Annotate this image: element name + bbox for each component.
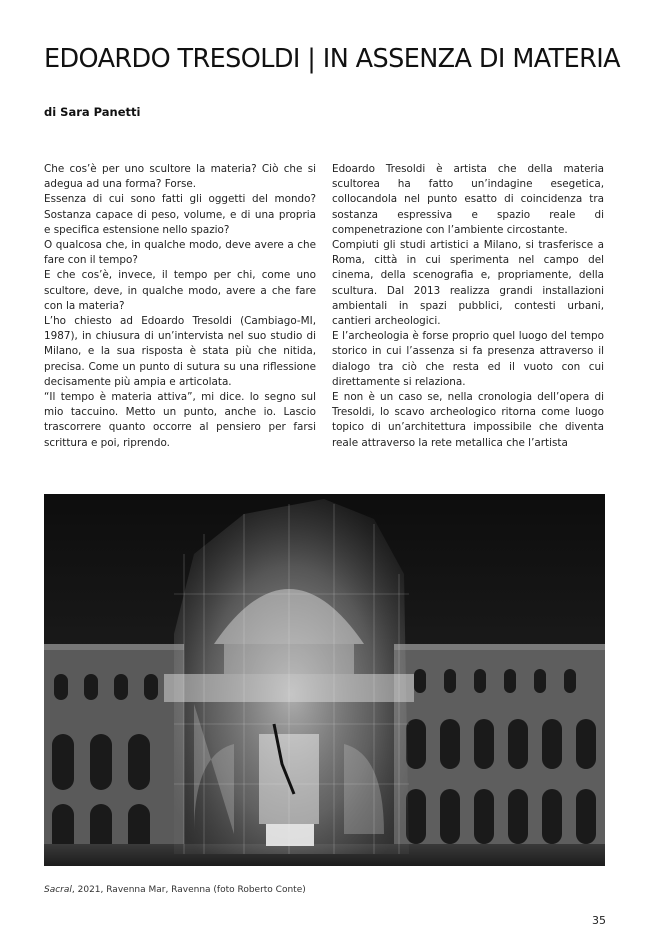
photo-caption: [44, 885, 306, 895]
paragraph: Edoardo Tresoldi è artista che della materia scultorea ha fatto un’indagine esegetica, collocandola nel punto esatto di coincidenza tra sostanza espressiva e spazio reale di compenetrazione con l’ambiente circostante.: [332, 163, 604, 236]
sculpture-photo-illustration: [44, 494, 605, 866]
right-text-column: [332, 162, 604, 451]
paragraph: Compiuti gli studi artistici a Milano, si trasferisce a Roma, città in cui sperimenta nel campo del cinema, della scenografia e, propriamente, della scultura. Dal 2013 realizza grandi installazioni ambientali in spazi pubblici, contesti urbani, cantieri archeologici.: [332, 239, 604, 328]
right-cloister-building: [394, 644, 605, 856]
installation-photo: [44, 494, 605, 866]
paragraph: E l’archeologia è forse proprio quel luogo del tempo storico in cui l’assenza si fa presenza attraverso il dialogo tra ciò che resta ed il vuoto con cui direttamente si relaziona.: [332, 330, 604, 388]
left-cloister-building: [44, 644, 184, 856]
caption-details: , 2021, Ravenna Mar, Ravenna (foto Roberto Conte): [71, 885, 306, 895]
article-author: di Sara Panetti: [44, 105, 141, 119]
paragraph: “Il tempo è materia attiva”, mi dice. lo segno sul mio taccuino. Metto un punto, anche io. Lascio trascorrere quanto occorre al pensiero per farsi scrittura e poi, riprendo.: [44, 391, 316, 449]
paragraph: L’ho chiesto ad Edoardo Tresoldi (Cambiago-MI, 1987), in chiusura di un’intervista nel suo studio di Milano, e la sua risposta è stata più che nitida, precisa. Come un punto di sutura su una riflessione decisamente più ampia e articolata.: [44, 315, 316, 388]
paragraph: Che cos’è per uno scultore la materia? Ciò che si adegua ad una forma? Forse.: [44, 163, 316, 191]
wire-mesh-sculpture: [164, 499, 414, 854]
paragraph: E non è un caso se, nella cronologia dell’opera di Tresoldi, lo scavo archeologico ritorna come luogo topico di un’architettura impossibile che diventa reale attraverso la rete metallica che l’artista: [332, 391, 604, 449]
paragraph: E che cos’è, invece, il tempo per chi, come uno scultore, deve, in qualche modo, avere a che fare con la materia?: [44, 269, 316, 312]
paragraph: O qualcosa che, in qualche modo, deve avere a che fare con il tempo?: [44, 239, 316, 267]
page-number: 35: [592, 914, 606, 927]
left-text-column: [44, 162, 316, 451]
caption-work-title: Sacral: [44, 885, 72, 895]
article-title: EDOARDO TRESOLDI | IN ASSENZA DI MATERIA: [44, 44, 620, 74]
paragraph: Essenza di cui sono fatti gli oggetti del mondo? Sostanza capace di peso, volume, e di una propria e specifica estensione nello spazio?: [44, 193, 316, 236]
